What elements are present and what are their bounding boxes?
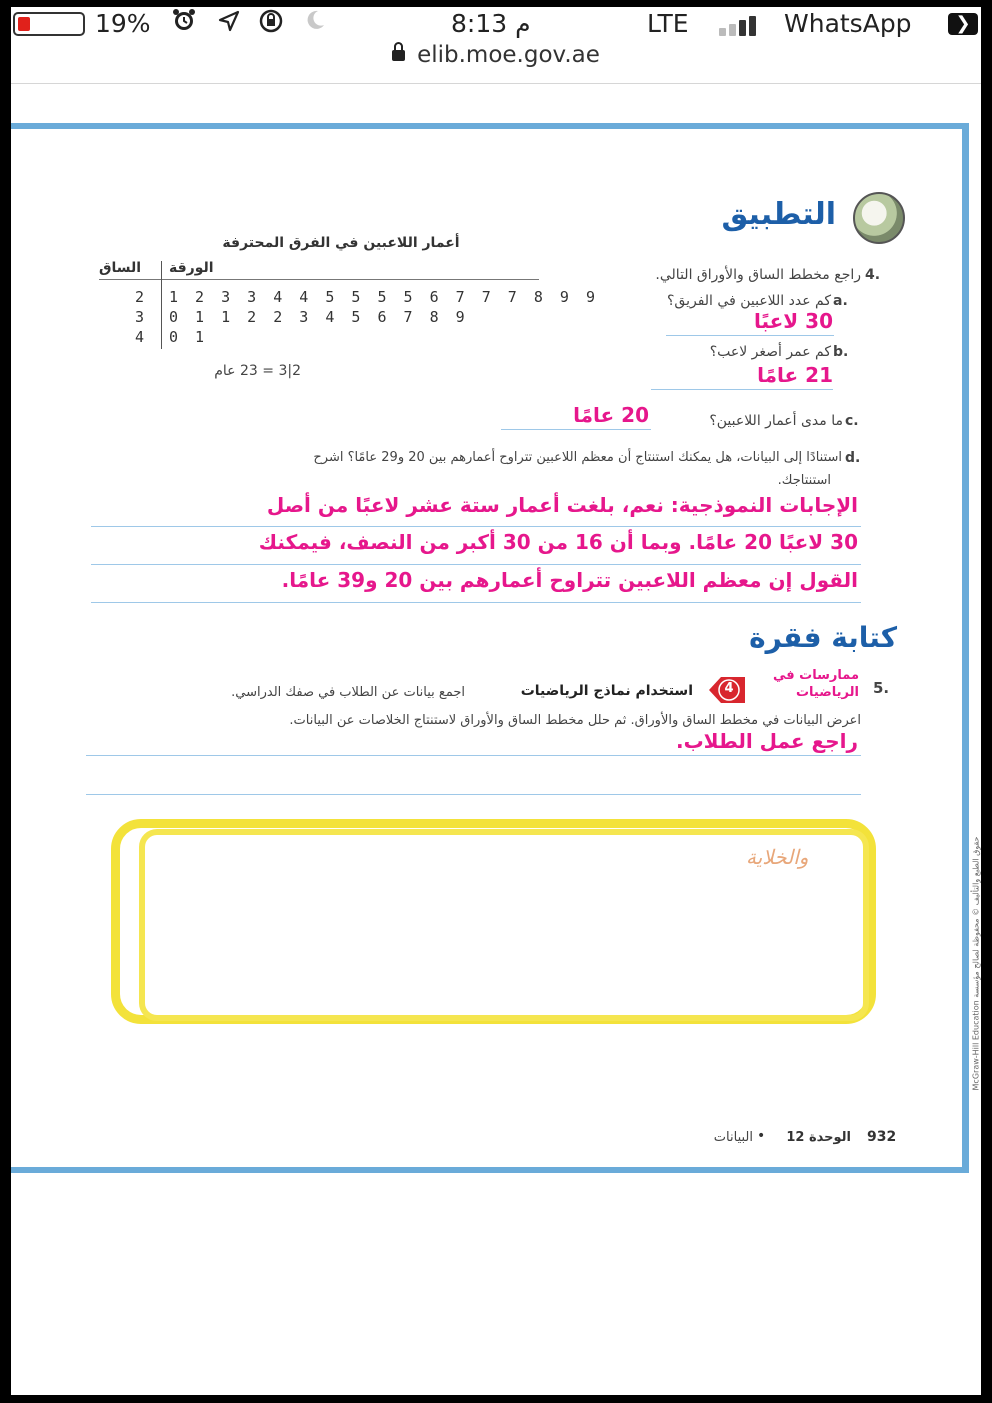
math-practices-label: ممارسات في الرياضيات (772, 668, 859, 700)
footer-bullet: • (757, 1128, 766, 1144)
globe-icon (853, 192, 905, 244)
battery-percent: 19% (95, 9, 151, 38)
answer-line (651, 389, 833, 390)
question-4d-text-cont: استنتاجك. (777, 473, 831, 488)
back-to-app-label[interactable]: WhatsApp (784, 9, 912, 38)
question-5-text: اجمع بيانات عن الطلاب في صفك الدراسي. (231, 685, 465, 700)
section-title: التطبيق (721, 197, 836, 232)
stem-value: 2 (135, 288, 145, 306)
lock-icon (392, 50, 405, 61)
screen (11, 7, 981, 1395)
question-number: 5. (873, 679, 890, 697)
answer-4c: 20 عامًا (573, 403, 649, 427)
stem-value: 3 (135, 308, 145, 326)
stem-leaf-title: أعمار اللاعبين في الفرق المحترفة (222, 235, 460, 251)
answer-line (666, 335, 834, 336)
unit-label: الوحدة 12 (786, 1130, 851, 1145)
handwritten-signature: والخلاية (746, 845, 809, 869)
url-text: elib.moe.gov.ae (417, 42, 600, 68)
battery-icon (13, 12, 85, 36)
leaf-values: 1 2 3 3 4 4 5 5 5 5 6 7 7 7 8 9 9 (169, 288, 600, 306)
unit-name: البيانات (713, 1130, 753, 1145)
answer-4a: 30 لاعبًا (753, 309, 833, 333)
leaf-values: 0 1 1 2 2 3 4 5 6 7 8 9 (169, 308, 469, 326)
part-label: c. (845, 413, 859, 429)
practice-badge-icon (707, 675, 747, 705)
part-label: a. (833, 293, 848, 309)
stem-leaf-header-stem: الساق (99, 260, 142, 276)
answer-line (91, 602, 861, 603)
answer-line (86, 755, 861, 756)
battery-level (18, 17, 30, 31)
question-number: 4. (865, 267, 881, 283)
answer-line (91, 526, 861, 527)
leaf-values: 0 1 (169, 328, 209, 346)
stem-leaf-key: 2|3 = 23 عام (214, 363, 301, 379)
part-label: d. (845, 450, 861, 466)
stem-leaf-header-leaf: الورقة (169, 260, 214, 276)
practice-badge-number: 4 (724, 681, 734, 696)
url-bar[interactable] (11, 42, 981, 74)
copyright-credit: حقوق الطبع والتأليف © محفوظة لصالح مؤسسة McGraw-Hill Education (971, 836, 981, 1091)
answer-5: راجع عمل الطلاب. (675, 729, 858, 753)
signal-icon (719, 14, 763, 36)
answer-4d-line: 30 لاعبًا 20 عامًا. وبما أن 16 من 30 أكبر من النصف، فيمكنك (258, 530, 858, 554)
answer-line (501, 429, 651, 430)
toolbar-divider (11, 83, 981, 84)
moon-icon (303, 8, 327, 38)
question-5-bold: استخدام نماذج الرياضيات (520, 683, 693, 699)
question-4c-text: ما مدى أعمار اللاعبين؟ (709, 413, 843, 429)
alarm-icon (171, 7, 197, 39)
rotation-lock-icon (257, 8, 285, 40)
answer-line (86, 794, 861, 795)
answer-4d-line: القول إن معظم اللاعبين تتراوح أعمارهم بين 20 و39 عامًا. (281, 568, 858, 592)
stem-leaf-divider (161, 261, 162, 349)
question-5-text-cont: اعرض البيانات في مخطط الساق والأوراق. ثم حلل مخطط الساق والأوراق لاستنتاج الخلاصات عن البيانات. (289, 713, 861, 728)
writing-section-title: كتابة فقرة (749, 621, 897, 654)
question-4-text: راجع مخطط الساق والأوراق التالي. (655, 267, 861, 283)
question-4b-text: كم عمر أصغر لاعب؟ (709, 344, 831, 360)
network-type: LTE (647, 9, 689, 38)
question-4d-text: استنادًا إلى البيانات، هل يمكنك استنتاج أن معظم اللاعبين تتراوح أعمارهم بين 20 و29 عامًا؟ اشرح (313, 450, 842, 465)
page-number: 932 (867, 1129, 897, 1145)
question-4a-text: كم عدد اللاعبين في الفريق؟ (666, 293, 831, 309)
status-bar (11, 7, 981, 39)
part-label: b. (833, 344, 849, 360)
answer-line (91, 564, 861, 565)
stem-value: 4 (135, 328, 145, 346)
answer-4b: 21 عامًا (757, 363, 833, 387)
stem-leaf-header-line (99, 279, 539, 280)
location-arrow-icon (217, 9, 241, 39)
back-icon[interactable]: ❯ (948, 13, 978, 35)
clock: 8:13 م (451, 9, 531, 38)
answer-4d-line: الإجابات النموذجية: نعم، بلغت أعمار ستة عشر لاعبًا من أصل (266, 493, 858, 517)
